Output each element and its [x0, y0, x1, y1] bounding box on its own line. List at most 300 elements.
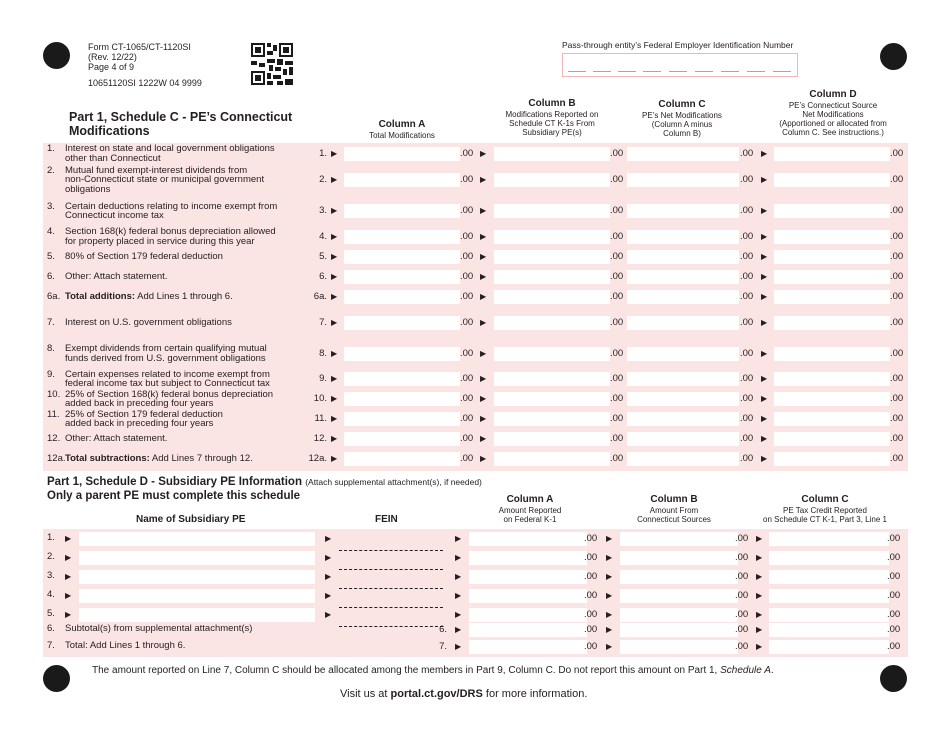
line-6a-col-c-input[interactable] [627, 290, 739, 304]
cents-label: .00 [735, 624, 749, 635]
subsidiary-name-input-2[interactable] [79, 551, 315, 565]
line-number: 5. [319, 251, 327, 262]
form-code: 10651120SI 1222W 04 9999 [88, 78, 202, 88]
line-9-col-c-input[interactable] [627, 372, 739, 386]
line-5-col-c-input[interactable] [627, 250, 739, 264]
line-2-col-b-input[interactable] [494, 173, 610, 187]
cents-label: .00 [610, 373, 624, 384]
cents-label: .00 [735, 552, 749, 563]
arrow-icon: ▶ [331, 148, 338, 158]
sd-line-4-col-c-input[interactable] [769, 589, 889, 603]
cents-label: .00 [887, 571, 901, 582]
line-number: 6. [319, 271, 327, 282]
line-8-col-a-input[interactable] [344, 347, 460, 361]
line-6a-col-d-input[interactable] [774, 290, 890, 304]
sc-row-12a [47, 449, 908, 469]
arrow-icon: ▶ [756, 610, 763, 619]
cents-label: .00 [740, 205, 754, 216]
row-label: 11. 25% of Section 179 federal deduction added back in preceding four years [47, 408, 223, 429]
form-name: Form CT-1065/CT-1120SI [88, 42, 191, 52]
registration-mark-bottom-right [880, 665, 907, 692]
row-number: 1. [47, 532, 55, 543]
page-number: Page 4 of 9 [88, 62, 135, 72]
cents-label: .00 [890, 271, 904, 282]
line-6a-col-a-input[interactable] [344, 290, 460, 304]
sc-row-6a [47, 287, 908, 307]
sd-fein-header: FEIN [375, 514, 398, 525]
sc-row-6 [47, 267, 908, 287]
arrow-icon: ▶ [761, 454, 768, 463]
row-label: 6. Other: Attach statement. [47, 271, 168, 283]
sd-line-2-col-a-input[interactable] [469, 551, 587, 565]
row-label: 2. Mutual fund exempt-interest dividends from non-Connecticut state or municipal government obligations [47, 164, 265, 195]
arrow-icon: ▶ [331, 454, 338, 463]
cents-label: .00 [890, 393, 904, 404]
arrow-icon: ▶ [480, 434, 487, 443]
arrow-icon: ▶ [455, 610, 462, 619]
sc-col-b-header: Column B Modifications Reported on Schedule CT K-1s From Subsidiary PE(s) [505, 98, 599, 137]
cents-label: .00 [735, 571, 749, 582]
line-number: 7. [439, 641, 447, 652]
cents-label: .00 [460, 316, 474, 328]
row-label: 6. Subtotal(s) from supplemental attachment(s) [47, 623, 253, 634]
arrow-icon: ▶ [761, 317, 768, 327]
cents-label: .00 [460, 271, 474, 282]
cents-label: .00 [735, 609, 749, 620]
line-5-col-b-input[interactable] [494, 250, 610, 264]
arrow-icon: ▶ [756, 591, 763, 600]
cents-label: .00 [890, 174, 904, 185]
arrow-icon: ▶ [65, 553, 72, 562]
cents-label: .00 [460, 291, 474, 302]
arrow-icon: ▶ [455, 625, 462, 634]
row-number: 5. [47, 608, 55, 619]
sc-row-7 [47, 307, 908, 338]
row-label: 7. Interest on U.S. government obligations [47, 316, 232, 328]
cents-label: .00 [610, 393, 624, 404]
cents-label: .00 [610, 174, 624, 185]
sc-row-10 [47, 389, 908, 409]
line-3-col-c-input[interactable] [627, 204, 739, 218]
form-revision: (Rev. 12/22) [88, 52, 137, 62]
row-label: 3. Certain deductions relating to income exempt from Connecticut income tax [47, 200, 278, 221]
row-label: 7. Total: Add Lines 1 through 6. [47, 640, 186, 651]
line-6-col-c-input[interactable] [627, 270, 739, 284]
sc-row-3 [47, 196, 908, 226]
line-number: 8. [319, 347, 327, 359]
line-11-col-d-input[interactable] [774, 412, 890, 426]
arrow-icon: ▶ [761, 434, 768, 443]
sd-line-6-col-c-input[interactable] [769, 623, 889, 637]
line-2-col-d-input[interactable] [774, 173, 890, 187]
cents-label: .00 [887, 609, 901, 620]
line-9-col-d-input[interactable] [774, 372, 890, 386]
registration-mark-top-right [880, 43, 907, 70]
cents-label: .00 [890, 205, 904, 216]
arrow-icon: ▶ [761, 206, 768, 215]
sd-row-5 [47, 607, 908, 624]
cents-label: .00 [735, 641, 749, 652]
cents-label: .00 [460, 433, 474, 444]
line-4-col-b-input[interactable] [494, 230, 610, 244]
sc-col-a-header: Column A Total Modifications [369, 119, 435, 140]
cents-label: .00 [890, 453, 904, 464]
arrow-icon: ▶ [761, 394, 768, 403]
line-3-col-a-input[interactable] [344, 204, 460, 218]
cents-label: .00 [740, 373, 754, 384]
arrow-icon: ▶ [606, 534, 613, 543]
sd-row-1 [47, 531, 908, 548]
cents-label: .00 [740, 413, 754, 424]
cents-label: .00 [887, 624, 901, 635]
line-8-col-b-input[interactable] [494, 347, 610, 361]
line-12-col-d-input[interactable] [774, 432, 890, 446]
sd-row-4 [47, 588, 908, 605]
line-number: 12. [313, 433, 327, 444]
form-id-block [88, 42, 202, 88]
line-4-col-d-input[interactable] [774, 230, 890, 244]
arrow-icon: ▶ [756, 642, 763, 651]
row-label: 4. Section 168(k) federal bonus depreciation allowed for property placed in service during this year [47, 226, 276, 247]
cents-label: .00 [460, 373, 474, 384]
cents-label: .00 [740, 174, 754, 185]
line-6-col-d-input[interactable] [774, 270, 890, 284]
cents-label: .00 [890, 433, 904, 444]
cents-label: .00 [890, 316, 904, 328]
cents-label: .00 [610, 251, 624, 262]
sd-col-a-header: Column A Amount Reported on Federal K-1 [498, 494, 562, 524]
arrow-icon: ▶ [480, 231, 487, 241]
line-number: 7. [319, 316, 327, 328]
line-3-col-d-input[interactable] [774, 204, 890, 218]
subsidiary-name-input-3[interactable] [79, 570, 315, 584]
cents-label: .00 [890, 347, 904, 359]
cents-label: .00 [584, 624, 598, 635]
sd-line-6-col-b-input[interactable] [620, 623, 738, 637]
cents-label: .00 [740, 433, 754, 444]
arrow-icon: ▶ [756, 553, 763, 562]
sd-line-6-col-a-input[interactable] [469, 623, 587, 637]
sc-row-12 [47, 429, 908, 449]
arrow-icon: ▶ [480, 292, 487, 301]
subsidiary-name-input-1[interactable] [79, 532, 315, 546]
sd-row-2 [47, 550, 908, 567]
row-label: 9. Certain expenses related to income exempt from federal income tax but subject to Connecticut tax [47, 368, 270, 389]
arrow-icon: ▶ [606, 591, 613, 600]
line-number: 12a. [308, 453, 327, 464]
sc-col-d-header: Column D PE’s Connecticut Source Net Modifications (Apportioned or allocated from Column C. See instructions.) [779, 89, 887, 137]
row-label: 10. 25% of Section 168(k) federal bonus depreciation added back in preceding four years [47, 388, 274, 409]
sc-row-8 [47, 338, 908, 369]
line-8-col-c-input[interactable] [627, 347, 739, 361]
arrow-icon: ▶ [331, 252, 338, 261]
arrow-icon: ▶ [606, 625, 613, 634]
cents-label: .00 [584, 533, 598, 544]
arrow-icon: ▶ [455, 553, 462, 562]
arrow-icon: ▶ [761, 272, 768, 281]
cents-label: .00 [584, 571, 598, 582]
row-number: 4. [47, 589, 55, 600]
sd-line-1-col-a-input[interactable] [469, 532, 587, 546]
arrow-icon: ▶ [331, 231, 338, 241]
cents-label: .00 [887, 590, 901, 601]
fein-input[interactable] [562, 53, 798, 77]
line-number: 3. [319, 205, 327, 216]
line-1-col-a-input[interactable] [344, 147, 460, 161]
line-6-col-b-input[interactable] [494, 270, 610, 284]
footer-note: The amount reported on Line 7, Column C should be allocated among the members in Part 9, Column C. Do not report this amount on Part 1, Schedule A. [92, 665, 774, 676]
line-number: 6. [439, 624, 447, 635]
line-4-col-a-input[interactable] [344, 230, 460, 244]
cents-label: .00 [890, 251, 904, 262]
arrow-icon: ▶ [761, 252, 768, 261]
line-6-col-a-input[interactable] [344, 270, 460, 284]
row-number: 3. [47, 570, 55, 581]
line-7-col-c-input[interactable] [627, 316, 739, 330]
cents-label: .00 [610, 316, 624, 328]
line-2-col-a-input[interactable] [344, 173, 460, 187]
cents-label: .00 [584, 609, 598, 620]
row-label: 8. Exempt dividends from certain qualifying mutual funds derived from U.S. government obligations [47, 343, 267, 364]
registration-mark-bottom-left [43, 665, 70, 692]
sd-line-5-col-b-input[interactable] [620, 608, 738, 622]
line-12a-col-b-input[interactable] [494, 452, 610, 466]
fein-label: Pass-through entity’s Federal Employer Identification Number [562, 40, 794, 50]
line-10-col-b-input[interactable] [494, 392, 610, 406]
line-1-col-c-input[interactable] [627, 147, 739, 161]
arrow-icon: ▶ [65, 610, 72, 619]
arrow-icon: ▶ [761, 231, 768, 241]
cents-label: .00 [887, 533, 901, 544]
row-label: 5. 80% of Section 179 federal deduction [47, 251, 223, 263]
arrow-icon: ▶ [331, 394, 338, 403]
sd-line-7-col-a-input[interactable] [469, 640, 587, 654]
cents-label: .00 [740, 393, 754, 404]
sd-line-3-col-a-input[interactable] [469, 570, 587, 584]
line-10-col-c-input[interactable] [627, 392, 739, 406]
line-12a-col-d-input[interactable] [774, 452, 890, 466]
arrow-icon: ▶ [331, 175, 338, 184]
arrow-icon: ▶ [480, 148, 487, 158]
cents-label: .00 [887, 552, 901, 563]
arrow-icon: ▶ [325, 572, 332, 581]
arrow-icon: ▶ [331, 272, 338, 281]
arrow-icon: ▶ [756, 625, 763, 634]
cents-label: .00 [460, 453, 474, 464]
sc-row-2 [47, 164, 908, 196]
cents-label: .00 [610, 291, 624, 302]
cents-label: .00 [610, 347, 624, 359]
sd-line-5-col-c-input[interactable] [769, 608, 889, 622]
cents-label: .00 [460, 147, 474, 159]
cents-label: .00 [460, 413, 474, 424]
arrow-icon: ▶ [480, 175, 487, 184]
cents-label: .00 [460, 174, 474, 185]
arrow-icon: ▶ [331, 374, 338, 383]
line-number: 4. [319, 230, 327, 242]
arrow-icon: ▶ [480, 454, 487, 463]
line-3-col-b-input[interactable] [494, 204, 610, 218]
line-number: 6a. [313, 291, 327, 302]
arrow-icon: ▶ [480, 252, 487, 261]
cents-label: .00 [740, 251, 754, 262]
cents-label: .00 [584, 552, 598, 563]
arrow-icon: ▶ [331, 317, 338, 327]
cents-label: .00 [610, 205, 624, 216]
cents-label: .00 [610, 413, 624, 424]
cents-label: .00 [740, 291, 754, 302]
cents-label: .00 [460, 205, 474, 216]
row-number: 2. [47, 551, 55, 562]
line-5-col-a-input[interactable] [344, 250, 460, 264]
cents-label: .00 [740, 347, 754, 359]
arrow-icon: ▶ [761, 374, 768, 383]
sd-line-4-col-a-input[interactable] [469, 589, 587, 603]
row-label: 1. Interest on state and local government obligations other than Connecticut [47, 143, 275, 164]
sd-line-4-col-b-input[interactable] [620, 589, 738, 603]
subsidiary-name-input-5[interactable] [79, 608, 315, 622]
sd-line-7-col-c-input[interactable] [769, 640, 889, 654]
sd-row7 [47, 640, 908, 657]
line-number: 10. [313, 393, 327, 404]
line-11-col-b-input[interactable] [494, 412, 610, 426]
cents-label: .00 [890, 291, 904, 302]
arrow-icon: ▶ [331, 348, 338, 358]
sd-line-3-col-c-input[interactable] [769, 570, 889, 584]
sd-line-7-col-b-input[interactable] [620, 640, 738, 654]
arrow-icon: ▶ [331, 434, 338, 443]
line-4-col-c-input[interactable] [627, 230, 739, 244]
arrow-icon: ▶ [761, 148, 768, 158]
line-12a-col-a-input[interactable] [344, 452, 460, 466]
line-7-col-b-input[interactable] [494, 316, 610, 330]
sd-line-2-col-b-input[interactable] [620, 551, 738, 565]
line-1-col-b-input[interactable] [494, 147, 610, 161]
arrow-icon: ▶ [480, 414, 487, 423]
row-label: 12. Other: Attach statement. [47, 433, 168, 445]
arrow-icon: ▶ [331, 206, 338, 215]
arrow-icon: ▶ [455, 534, 462, 543]
line-7-col-d-input[interactable] [774, 316, 890, 330]
sd-name-header: Name of Subsidiary PE [136, 514, 246, 525]
cents-label: .00 [460, 393, 474, 404]
line-5-col-d-input[interactable] [774, 250, 890, 264]
line-11-col-a-input[interactable] [344, 412, 460, 426]
arrow-icon: ▶ [331, 414, 338, 423]
cents-label: .00 [890, 147, 904, 159]
line-6a-col-b-input[interactable] [494, 290, 610, 304]
schedule-c-title: Part 1, Schedule C - PE’s Connecticut Modifications [69, 110, 293, 138]
cents-label: .00 [584, 641, 598, 652]
subsidiary-name-input-4[interactable] [79, 589, 315, 603]
line-10-col-a-input[interactable] [344, 392, 460, 406]
line-1-col-d-input[interactable] [774, 147, 890, 161]
arrow-icon: ▶ [761, 292, 768, 301]
cents-label: .00 [740, 147, 754, 159]
arrow-icon: ▶ [756, 534, 763, 543]
line-12-col-a-input[interactable] [344, 432, 460, 446]
line-12a-col-c-input[interactable] [627, 452, 739, 466]
arrow-icon: ▶ [480, 206, 487, 215]
row-label: 6a. Total additions: Add Lines 1 through 6. [47, 291, 233, 303]
cents-label: .00 [610, 433, 624, 444]
line-10-col-d-input[interactable] [774, 392, 890, 406]
arrow-icon: ▶ [455, 591, 462, 600]
line-2-col-c-input[interactable] [627, 173, 739, 187]
line-12-col-b-input[interactable] [494, 432, 610, 446]
line-number: 11. [314, 413, 327, 424]
arrow-icon: ▶ [606, 610, 613, 619]
cents-label: .00 [610, 271, 624, 282]
line-9-col-a-input[interactable] [344, 372, 460, 386]
sd-line-2-col-c-input[interactable] [769, 551, 889, 565]
arrow-icon: ▶ [761, 414, 768, 423]
sd-line-1-col-b-input[interactable] [620, 532, 738, 546]
line-number: 9. [319, 373, 327, 384]
arrow-icon: ▶ [480, 272, 487, 281]
cents-label: .00 [735, 590, 749, 601]
cents-label: .00 [460, 251, 474, 262]
sd-line-1-col-c-input[interactable] [769, 532, 889, 546]
arrow-icon: ▶ [606, 572, 613, 581]
portal-link[interactable]: portal.ct.gov/DRS [390, 688, 483, 700]
footer-visit: Visit us at portal.ct.gov/DRS for more information. [340, 688, 588, 700]
arrow-icon: ▶ [480, 394, 487, 403]
line-12-col-c-input[interactable] [627, 432, 739, 446]
cents-label: .00 [890, 413, 904, 424]
sc-row-1 [47, 143, 908, 164]
arrow-icon: ▶ [325, 553, 332, 562]
sc-col-c-header: Column C PE’s Net Modifications (Column A minus Column B) [642, 99, 722, 138]
cents-label: .00 [740, 271, 754, 282]
line-7-col-a-input[interactable] [344, 316, 460, 330]
line-11-col-c-input[interactable] [627, 412, 739, 426]
cents-label: .00 [890, 373, 904, 384]
arrow-icon: ▶ [606, 642, 613, 651]
row-label: 12a.Total subtractions: Add Lines 7 through 12. [47, 453, 253, 465]
sd-line-3-col-b-input[interactable] [620, 570, 738, 584]
schedule-d-subtitle: Only a parent PE must complete this schedule [47, 490, 301, 502]
cents-label: .00 [460, 347, 474, 359]
cents-label: .00 [735, 533, 749, 544]
arrow-icon: ▶ [480, 374, 487, 383]
sd-row6 [47, 623, 908, 640]
schedule-d-title: Part 1, Schedule D - Subsidiary PE Information (Attach supplemental attachment(s), if needed) [47, 476, 482, 488]
arrow-icon: ▶ [325, 534, 332, 543]
arrow-icon: ▶ [65, 591, 72, 600]
arrow-icon: ▶ [480, 348, 487, 358]
arrow-icon: ▶ [756, 572, 763, 581]
cents-label: .00 [740, 230, 754, 242]
cents-label: .00 [740, 453, 754, 464]
arrow-icon: ▶ [761, 175, 768, 184]
cents-label: .00 [610, 453, 624, 464]
line-8-col-d-input[interactable] [774, 347, 890, 361]
sc-row-4 [47, 226, 908, 247]
arrow-icon: ▶ [325, 610, 332, 619]
line-9-col-b-input[interactable] [494, 372, 610, 386]
line-number: 1. [319, 147, 327, 159]
cents-label: .00 [460, 230, 474, 242]
cents-label: .00 [890, 230, 904, 242]
arrow-icon: ▶ [65, 572, 72, 581]
qr-code-icon [251, 43, 293, 85]
cents-label: .00 [740, 316, 754, 328]
sd-line-5-col-a-input[interactable] [469, 608, 587, 622]
sd-row-3 [47, 569, 908, 586]
cents-label: .00 [584, 590, 598, 601]
sd-col-b-header: Column B Amount From Connecticut Sources [637, 494, 711, 524]
